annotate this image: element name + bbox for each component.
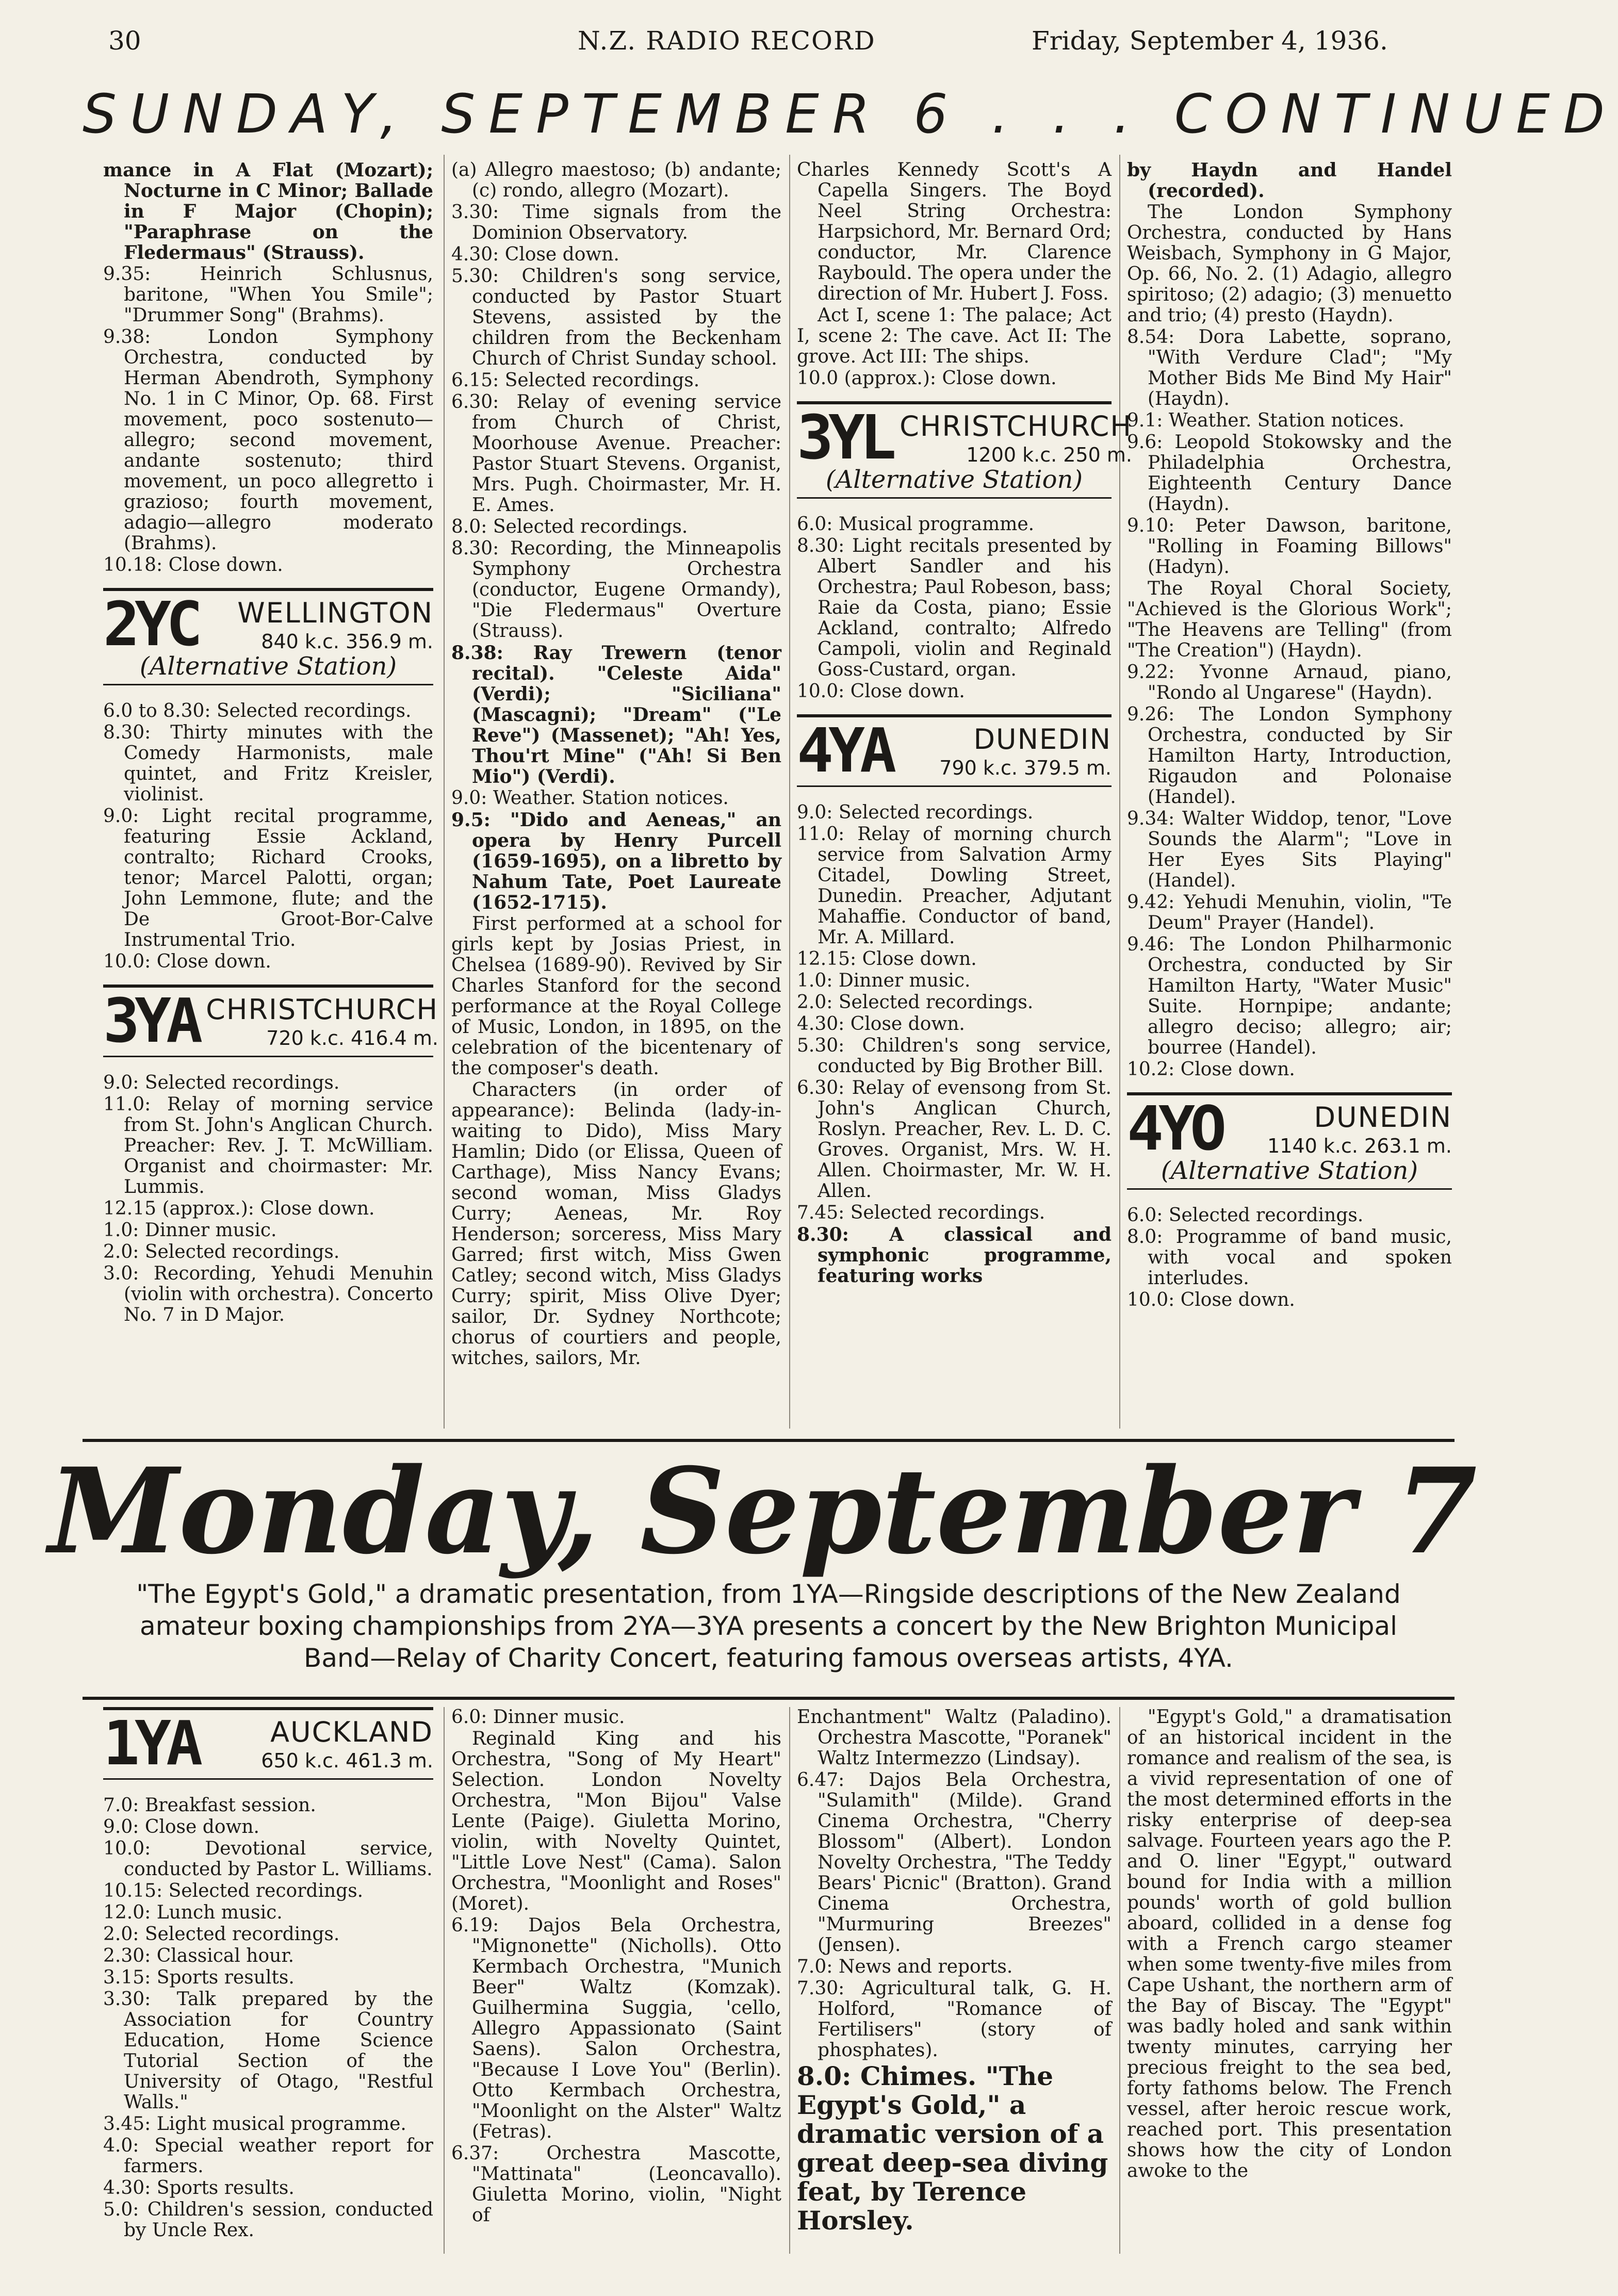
programme-entry: 10.0: Close down. [797,681,965,702]
station-city: CHRISTCHURCH [206,993,438,1026]
programme-entry: 11.0: Relay of morning service from St. John's Anglican Church. Preacher: Rev. J. T. McWilliam. Organist and choirmaster: Mr. Lummis. [103,1094,433,1198]
programme-entry: 4.30: Close down. [451,244,619,265]
station-alternative-label: (Alternative Station) [1161,1156,1418,1185]
programme-entry: 4.30: Close down. [797,1013,965,1035]
programme-entry: Act I, scene 1: The palace; Act I, scene 2: The cave. Act II: The grove. Act III: The ships. [797,305,1112,367]
station-city: AUCKLAND [270,1716,433,1748]
programme-entry: 9.6: Leopold Stokowsky and the Philadelphia Orchestra, Eighteenth Century Dance (Haydn). [1127,432,1452,515]
station-alternative-label: (Alternative Station) [139,652,397,681]
programme-entry: (a) Allegro maestoso; (b) andante; (c) rondo, allegro (Mozart). [451,159,781,201]
programme-entry: 9.0: Selected recordings. [103,1072,340,1093]
station-call-sign: 3YA [103,985,198,1056]
programme-entry: 9.0: Weather. Station notices. [451,788,729,809]
station-city: DUNEDIN [1314,1101,1452,1134]
section-rule [83,1697,1454,1700]
programme-entry: 8.30: Thirty minutes with the Comedy Harmonists, male quintet, and Fritz Kreisler, violinist. [103,722,433,805]
programme-entry: 10.0: Close down. [103,951,271,972]
column-divider [444,155,445,1429]
station-frequency: 840 k.c. 356.9 m. [261,630,433,653]
programme-entry: 9.10: Peter Dawson, baritone, "Rolling in Foaming Billows" (Hadyn). [1127,515,1452,578]
programme-entry: 4.0: Special weather report for farmers. [103,2135,433,2177]
programme-entry: 5.0: Children's session, conducted by Uncle Rex. [103,2199,433,2241]
programme-entry: 6.37: Orchestra Mascotte, "Mattinata" (Leoncavallo). Giuletta Morino, violin, "Night of [451,2143,781,2226]
programme-entry: 6.0: Musical programme. [797,514,1035,535]
column-divider [1119,1707,1120,2254]
programme-entry: Enchantment" Waltz (Paladino). Orchestra Mascotte, "Poranek" Waltz Intermezzo (Lindsay). [797,1707,1112,1769]
programme-entry: 12.15 (approx.): Close down. [103,1198,375,1219]
programme-entry: 2.30: Classical hour. [103,1945,295,1966]
programme-entry: 9.46: The London Philharmonic Orchestra, conducted by Sir Hamilton Harty, "Water Music" Suite. Hornpipe; andante; allegro deciso; allegro; air; bourree (Handel). [1127,934,1452,1058]
station-frequency: 790 k.c. 379.5 m. [939,757,1112,779]
programme-entry: 4.30: Sports results. [103,2177,295,2199]
programme-entry: 8.38: Ray Trewern (tenor recital). "Celeste Aida" (Verdi); "Siciliana" (Mascagni); "Dream" ("Le Reve") (Massenet); "Ah! Yes, Thou'rt Mine" ("Ah! Si Ben Mio") (Verdi). [451,642,781,788]
programme-entry: 10.0 (approx.): Close down. [797,368,1057,389]
station-block-2yc [103,588,433,685]
station-call-sign: 2YC [103,588,198,660]
programme-entry: 3.30: Talk prepared by the Association for Country Education, Home Science Tutorial Section of the University of Otago, "Restful Walls." [103,1989,433,2113]
station-call-sign: 1YA [103,1708,198,1779]
programme-entry: 9.26: The London Symphony Orchestra, conducted by Sir Hamilton Harty, Introduction, Rigaudon and Polonaise (Handel). [1127,704,1452,808]
programme-entry: 5.30: Children's song service, conducted by Pastor Stuart Stevens, assisted by the children from the Beckenham Church of Christ Sunday school. [451,266,781,369]
programme-entry: 7.0: News and reports. [797,1956,1013,1977]
programme-entry: Charles Kennedy Scott's A Capella Singers. The Boyd Neel String Orchestra: Harpsichord, Mr. Bernard Ord; conductor, Mr. Clarence Raybould. The opera under the direction of Mr. Hubert J. Foss. [797,159,1112,304]
programme-entry: Reginald King and his Orchestra, "Song of My Heart" Selection. London Novelty Orchestra, "Mon Bijou" Valse Lente (Paige). Giuletta Morino, violin, with Novelty Quintet, "Little Love Nest" (Cama). Salon Orchestra, "Moonlight and Roses" (Moret). [451,1728,781,1914]
programme-entry: 8.30: A classical and symphonic programme, featuring works [797,1224,1112,1287]
station-block-4ya [797,714,1112,787]
programme-entry: 2.0: Selected recordings. [103,1924,340,1945]
station-city: WELLINGTON [237,597,433,629]
sunday-banner: SUNDAY, SEPTEMBER 6 . . . CONTINUED [83,83,1618,145]
programme-entry: 9.5: "Dido and Aeneas," an opera by Henry Purcell (1659-1695), on a libretto by Nahum Tate, Poet Laureate (1652-1715). [451,809,781,913]
station-call-sign: 4YO [1127,1093,1222,1164]
sunday-column-3 [797,159,1132,1434]
programme-entry: 12.15: Close down. [797,948,977,970]
programme-entry: 9.42: Yehudi Menuhin, violin, "Te Deum" Prayer (Handel). [1127,892,1452,933]
programme-entry: 3.45: Light musical programme. [103,2113,406,2135]
station-frequency: 1200 k.c. 250 m. [966,444,1132,466]
issue-date: Friday, September 4, 1936. [1032,26,1388,56]
programme-entry: 1.0: Dinner music. [797,970,971,991]
publication-title: N.Z. RADIO RECORD [578,26,876,56]
programme-entry: 6.30: Relay of evening service from Church of Christ, Moorhouse Avenue. Preacher: Pastor Stuart Stevens. Organist, Mrs. Pugh. Choirmaster, Mr. H. E. Ames. [451,391,781,516]
station-frequency: 650 k.c. 461.3 m. [261,1749,433,1772]
programme-entry: 1.0: Dinner music. [103,1220,277,1241]
page-number: 30 [108,26,141,56]
station-frequency: 720 k.c. 416.4 m. [266,1027,438,1049]
programme-entry: 8.0: Programme of band music, with vocal and spoken interludes. [1127,1226,1452,1289]
monday-column-2 [451,1707,781,2264]
programme-entry: 10.0: Devotional service, conducted by Pastor L. Williams. [103,1838,433,1880]
station-city: CHRISTCHURCH [900,410,1132,442]
station-city: DUNEDIN [973,723,1112,756]
sunday-column-4 [1127,160,1452,1434]
monday-heading: Monday, September 7 [48,1442,1478,1580]
programme-entry: 9.34: Walter Widdop, tenor, "Love Sounds the Alarm"; "Love in Her Eyes Sits Playing" (Handel). [1127,808,1452,891]
programme-entry: 8.0: Selected recordings. [451,516,688,537]
programme-entry: First performed at a school for girls kept by Josias Priest, in Chelsea (1689-90). Revived by Sir Charles Stanford for the second performance at the Royal College of Music, London, in 1895, on the celebration of the bicentenary of the composer's death. [451,913,781,1079]
programme-entry: 6.0: Dinner music. [451,1707,625,1728]
station-block-3ya [103,985,438,1057]
programme-entry: 8.54: Dora Labette, soprano, "With Verdure Clad"; "My Mother Bids Me Bind My Hair" (Haydn). [1127,326,1452,409]
programme-entry: 9.35: Heinrich Schlusnus, baritone, "When You Smile"; "Drummer Song" (Brahms). [103,264,433,326]
programme-entry: 6.47: Dajos Bela Orchestra, "Sulamith" (Milde). Grand Cinema Orchestra, "Cherry Blossom" (Albert). London Novelty Orchestra, "The Teddy Bears' Picnic" (Bratton). Grand Cinema Orchestra, "Murmuring Breezes" (Jensen). [797,1769,1112,1956]
programme-entry: 6.0 to 8.30: Selected recordings. [103,700,412,721]
programme-entry: 8.30: Light recitals presented by Albert Sandler and his Orchestra; Paul Robeson, bass; Raie da Costa, piano; Essie Ackland, contralto; Alfredo Campoli, violin and Reginald Goss-Custard, organ. [797,535,1112,680]
programme-entry: 8.30: Recording, the Minneapolis Symphony Orchestra (conductor, Eugene Ormandy), "Die Fledermaus" Overture (Strauss). [451,538,781,642]
sunday-column-1 [103,159,438,1434]
programme-entry: 8.0: Chimes. "The Egypt's Gold," a dramatic version of a great deep-sea diving feat, by Terence Horsley. [797,2061,1108,2236]
programme-entry: 10.2: Close down. [1127,1059,1295,1080]
column-divider [444,1707,445,2254]
programme-entry: "Egypt's Gold," a dramatisation of an historical incident in the romance and realism of the sea, is a vivid representation of one of the most determined efforts in the risky enterprise of deep-sea salvage. Fourteen years ago the P. and O. liner "Egypt," outward bound for India with a million pounds' worth of gold bullion aboard, collided in a dense fog with a French cargo steamer when some twenty-five miles from Cape Ushant, the northern arm of the Bay of Biscay. The "Egypt" was badly holed and sank within twenty minutes, carrying her precious freight to the sea bed, forty fathoms below. The French vessel, after heroic rescue work, reached port. This presentation shows how the city of London awoke to the [1127,1707,1452,2182]
programme-entry: 6.15: Selected recordings. [451,370,700,391]
programme-entry: 7.0: Breakfast session. [103,1795,316,1816]
monday-column-4 [1127,1707,1452,2264]
programme-entry: 2.0: Selected recordings. [797,992,1034,1013]
programme-entry: by Haydn and Handel (recorded). [1127,159,1452,202]
programme-entry: 9.1: Weather. Station notices. [1127,410,1404,431]
programme-entry: 6.19: Dajos Bela Orchestra, "Mignonette" (Nicholls). Otto Kermbach Orchestra, "Munich Beer" Waltz (Komzak). Guilhermina Suggia, 'cello, Allegro Appassionato (Saint Saens). Salon Orchestra, "Because I Love You" (Berlin). Otto Kermbach Orchestra, "Moonlight on the Alster" Waltz (Fetras). [451,1915,781,2142]
programme-entry: The London Symphony Orchestra, conducted by Hans Weisbach, Symphony in G Major, Op. 66, No. 2. (1) Adagio, allegro spiritoso; (2) adagio; (3) menuetto and trio; (4) presto (Haydn). [1127,202,1452,326]
programme-entry: The Royal Choral Society, "Achieved is the Glorious Work"; "The Heavens are Telling" (from "The Creation") (Haydn). [1127,578,1452,661]
programme-entry: 11.0: Relay of morning church service from Salvation Army Citadel, Dowling Street, Dunedin. Preacher, Adjutant Mahaffie. Conductor of band, Mr. A. Millard. [797,824,1112,948]
sunday-column-2 [451,160,781,1434]
column-divider [1119,155,1120,1429]
station-frequency: 1140 k.c. 263.1 m. [1267,1135,1452,1157]
programme-entry: 10.0: Close down. [1127,1289,1295,1310]
station-call-sign: 3YL [797,402,892,473]
station-block-1ya [103,1707,433,1780]
programme-entry: 3.15: Sports results. [103,1967,295,1988]
station-call-sign: 4YA [797,715,892,786]
programme-entry: 2.0: Selected recordings. [103,1241,340,1262]
programme-entry: 6.0: Selected recordings. [1127,1205,1364,1226]
station-block-3yl [797,401,1132,499]
programme-entry: 9.0: Close down. [103,1816,259,1838]
programme-entry: mance in A Flat (Mozart); Nocturne in C Minor; Ballade in F Major (Chopin); "Paraphrase on the Fledermaus" (Strauss). [103,159,433,264]
station-block-4yo [1127,1092,1452,1190]
programme-entry: 10.18: Close down. [103,554,283,576]
programme-entry: 9.38: London Symphony Orchestra, conducted by Herman Abendroth, Symphony No. 1 in C Minor, Op. 68. First movement, poco sostenuto—allegro; second movement, andante sostenuto; third movement, un poco allegretto i grazioso; fourth movement, adagio—allegro moderato (Brahms). [103,326,433,554]
programme-entry: 12.0: Lunch music. [103,1902,283,1923]
programme-entry: 6.30: Relay of evensong from St. John's Anglican Church, Roslyn. Preacher, Rev. L. D. C. Groves. Organist, Mrs. W. H. Allen. Choirmaster, Mr. W. H. Allen. [797,1077,1112,1202]
programme-entry: 10.15: Selected recordings. [103,1880,364,1901]
monday-column-1 [103,1707,433,2264]
programme-entry: 9.22: Yvonne Arnaud, piano, "Rondo al Ungarese" (Haydn). [1127,662,1452,703]
programme-entry: 9.0: Selected recordings. [797,802,1034,823]
programme-entry: 7.30: Agricultural talk, G. H. Holford, "Romance of Fertilisers" (story of phosphates). [797,1978,1112,2061]
programme-entry: 7.45: Selected recordings. [797,1202,1045,1223]
programme-entry: 3.30: Time signals from the Dominion Observatory. [451,202,781,243]
programme-entry: 9.0: Light recital programme, featuring Essie Ackland, contralto; Richard Crooks, tenor; Marcel Palotti, organ; John Lemmone, flute; and the De Groot-Bor-Calve Instrumental Trio. [103,806,433,950]
column-divider [789,155,790,1429]
programme-entry: 5.30: Children's song service, conducted by Big Brother Bill. [797,1035,1112,1077]
monday-column-3 [797,1707,1112,2264]
monday-highlights: "The Egypt's Gold," a dramatic presentation, from 1YA—Ringside descriptions of the New Zealand amateur boxing championships from 2YA—3YA presents a concert by the New Brighton Municipal Band—Relay of Charity Concert, featuring famous overseas artists, 4YA. [136,1579,1401,1673]
programme-entry: Characters (in order of appearance): Belinda (lady-in-waiting to Dido), Miss Mary Hamlin; Dido (or Elissa, Queen of Carthage), Miss Nancy Evans; second woman, Miss Gladys Curry; Aeneas, Mr. Roy Henderson; sorceress, Miss Mary Garred; first witch, Miss Gwen Catley; second witch, Miss Gladys Curry; spirit, Miss Olive Dyer; sailor, Dr. Sydney Northcote; chorus of courtiers and people, witches, sailors, Mr. [451,1079,781,1369]
column-divider [789,1707,790,2254]
station-alternative-label: (Alternative Station) [825,465,1083,494]
programme-entry: 3.0: Recording, Yehudi Menuhin (violin with orchestra). Concerto No. 7 in D Major. [103,1263,433,1325]
